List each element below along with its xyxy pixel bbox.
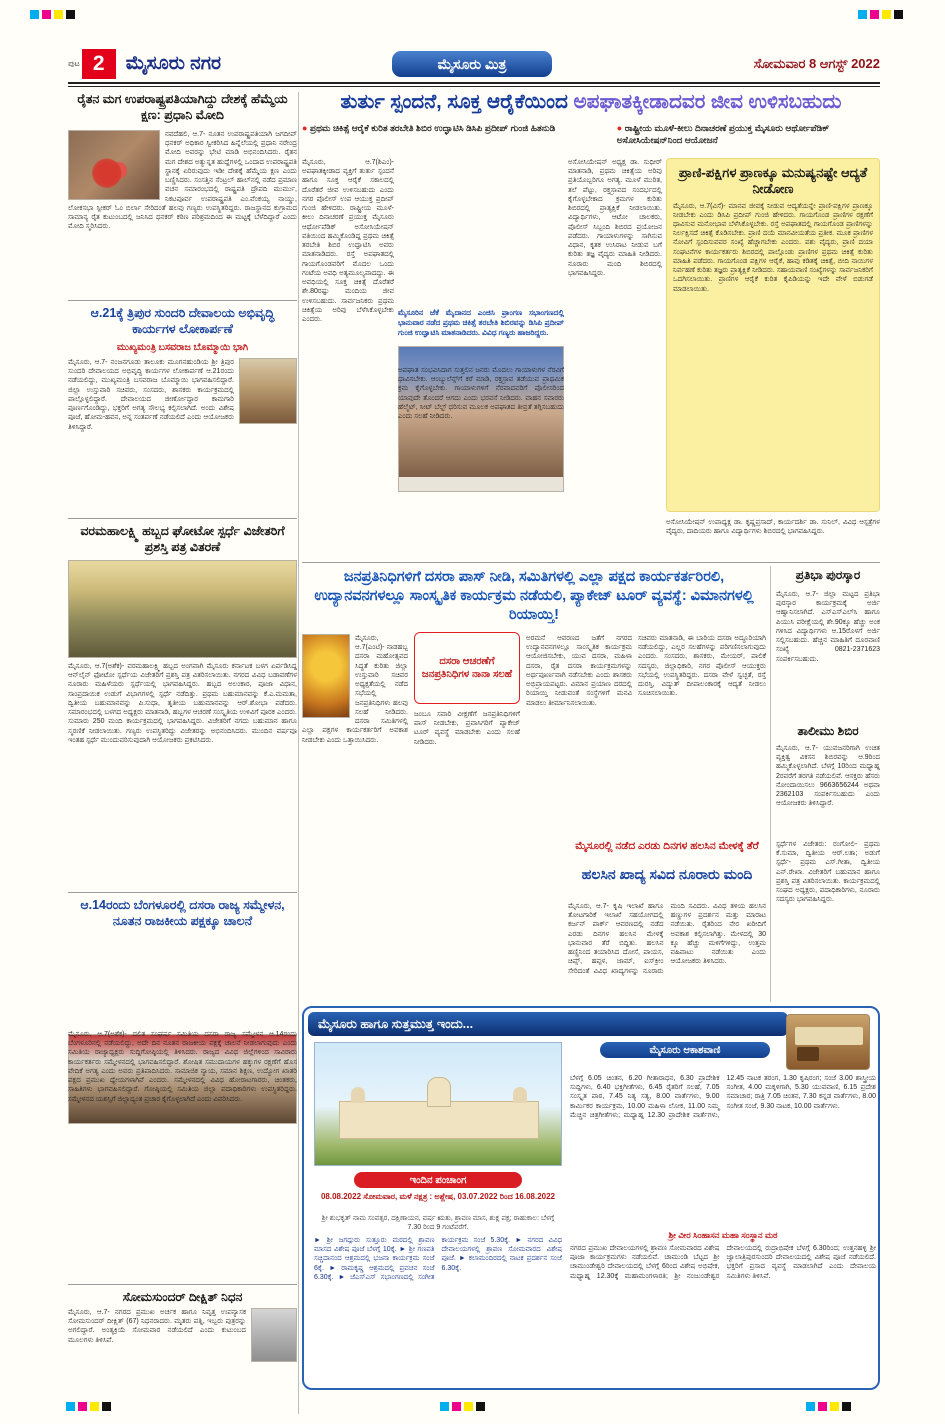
section-title: ಮೈಸೂರು ನಗರ xyxy=(125,53,222,74)
lead-subheads xyxy=(302,122,880,152)
article-temple-subhead: ಮುಖ್ಯಮಂತ್ರಿ ಬಸವರಾಜ ಬೊಮ್ಮಾಯಿ ಭಾಗಿ xyxy=(116,342,249,353)
edition-date: ಸೋಮವಾರ 8 ಆಗಸ್ಟ್ 2022 xyxy=(753,56,880,71)
divider xyxy=(68,518,297,519)
registration-marks-top-right xyxy=(858,10,903,19)
lead-headline xyxy=(302,90,880,120)
midband-col2: ಜಂಬೂ ಸವಾರಿ ವೀಕ್ಷಣೆಗೆ ಜನಪ್ರತಿನಿಧಿಗಳಿಗೆ ಪಾಸ್ ನೀಡಬೇಕು, ಪ್ರವಾಸಿಗರಿಗೆ ಪ್ಯಾಕೇಜ್ ಟೂರ್ ವ್ಯವಸ್ಥೆ ಮಾಡಬೇಕು ಎಂದು ಸಲಹೆ ನೀಡಿದರು. xyxy=(414,711,520,746)
palace-dome-right xyxy=(513,1087,527,1103)
cm-bommai-photo xyxy=(239,358,297,424)
palace-tower xyxy=(427,1077,451,1107)
column-rule-right xyxy=(770,566,771,1002)
yellow-article-headline: ಪ್ರಾಣಿ-ಪಕ್ಷಿಗಳ ಪ್ರಾಣಕ್ಕೂ ಮನುಷ್ಯನಷ್ಟೇ ಆದ್ಯತೆ ನೀಡೋಣ xyxy=(678,165,868,197)
article-photo-contest-headline: ವರಮಹಾಲಕ್ಷ್ಮಿ ಹಬ್ಬದ ಘೋಟೋ ಸ್ಪರ್ಧೆ ವಿಜೇತರಿಗೆ ಪ್ರಶಸ್ತಿ ಪತ್ರ ವಿತರಣೆ xyxy=(80,524,285,554)
divider xyxy=(68,1284,297,1285)
registration-marks-top-left xyxy=(30,10,75,19)
lead-bullet-1: ● ಪ್ರಥಮ ಚಿಕಿತ್ಸೆ ಆರೈಕೆ ಕುರಿತ ತರಬೇತಿ ಶಿಬಿರ ಉದ್ಘಾಟಿಸಿ ಡಿಸಿಪಿ ಪ್ರದೀಪ್ ಗುಂಜಿ ಹಿತನುಡಿ xyxy=(302,123,556,133)
yellow-highlight-article xyxy=(666,158,880,512)
lead-footer-text: ಅಸೋಸಿಯೇಷನ್ ಉಪಾಧ್ಯಕ್ಷ ಡಾ. ಕೃಷ್ಣಪ್ರಸಾದ್, ಕಾರ್ಯದರ್ಶಿ ಡಾ. ಸುನಿಲ್, ವಿವಿಧ ಆಸ್ಪತ್ರೆಗಳ ವೈದ್ಯರು, ದಾದಿಯರು ಹಾಗೂ ವಿದ್ಯಾರ್ಥಿಗಳು ಶಿಬಿರದಲ್ಲಿ ಭಾಗವಹಿಸಿದ್ದರು. xyxy=(666,519,880,536)
pratibha-headline: ಪ್ರತಿಭಾ ಪುರಸ್ಕಾರ xyxy=(795,568,861,582)
midband-red-box xyxy=(414,632,520,704)
obituary-portrait-photo xyxy=(251,1308,297,1362)
food-article-headline: ಹಲಸಿನ ಖಾದ್ಯ ಸವಿದ ನೂರಾರು ಮಂದಿ xyxy=(581,866,753,882)
midband-col4: ಸಚಿವರು ಮಾತನಾಡಿ, ಈ ಬಾರಿಯ ದಸರಾ ಅದ್ಧೂರಿಯಾಗಿ ನಡೆಯಲಿದ್ದು, ಎಲ್ಲರ ಸಲಹೆಗಳನ್ನು ಪರಿಗಣಿಸಲಾಗುವುದು ಎಂದರು. ಸಂಸದರು, ಶಾಸಕರು, ಮೇಯರ್, ಪಾಲಿಕೆ ಸದಸ್ಯರು, ಜಿಲ್ಲಾಧಿಕಾರಿ, ನಗರ ಪೊಲೀಸ್ ಆಯುಕ್ತರು ಸಭೆಯಲ್ಲಿ ಉಪಸ್ಥಿತರಿದ್ದರು. ದಸರಾ ವೇಳೆ ಸ್ವಚ್ಛತೆ, ರಸ್ತೆ ದುರಸ್ತಿ, ವಿದ್ಯುತ್ ದೀಪಾಲಂಕಾರಕ್ಕೆ ಆದ್ಯತೆ ನೀಡಲು ಸೂಚಿಸಲಾಯಿತು. xyxy=(638,635,766,698)
obituary-headline: ಸೋಮಸುಂದರ್ ದೀಕ್ಷಿತ್ ನಿಧನ xyxy=(122,1290,243,1304)
lead-headline-part1: ತುರ್ತು ಸ್ಪಂದನೆ, ಸೂಕ್ತ ಆರೈಕೆಯಿಂದ xyxy=(340,91,574,113)
article-modi-headline: ರೈತನ ಮಗ ಉಪರಾಷ್ಟ್ರಪತಿಯಾಗಿದ್ದು ದೇಶಕ್ಕೆ ಹೆಮ್ಮೆಯ ಕ್ಷಣ: ಪ್ರಧಾನಿ ಮೋದಿ xyxy=(77,92,288,122)
divider xyxy=(68,892,297,893)
lead-bullet-2: ● ರಾಷ್ಟ್ರೀಯ ಮೂಳೆ-ಕೀಲು ದಿನಾಚರಣೆ ಪ್ರಯುಕ್ತ ಮೈಸೂರು ಆರ್ಥೋಪೆಡಿಕ್ ಅಸೋಸಿಯೇಷನ್‌ನಿಂದ ಆಯೋಜನೆ xyxy=(616,123,830,146)
panchanga-details: ಶ್ರೀ ಶುಭಕೃತ್ ನಾಮ ಸಂವತ್ಸರ, ದಕ್ಷಿಣಾಯನ, ವರ್ಷ ಋತು, ಶ್ರಾವಣ ಮಾಸ, ಶುಕ್ಲ ಪಕ್ಷ; ರಾಹುಕಾಲ: ಬೆಳಗ್ಗೆ 7.30 ರಿಂದ 9 ಗಂಟೆವರೆಗೆ. xyxy=(321,1215,555,1232)
temple-subhead: ಶ್ರೀ ವೀರ ಸಿಂಹಾಸನ ಮಹಾ ಸಂಸ್ಥಾನ ಮಠ xyxy=(668,1230,778,1240)
lead-body-col2: ಅಪಘಾತ ಸಂಭವಿಸಿದಾಗ ಸುತ್ತಲಿನ ಜನರು ಮೊದಲು ಗಾಯಾಳುಗಳ ನೆರವಿಗೆ ಧಾವಿಸಬೇಕು. ಆಂಬ್ಯುಲೆನ್ಸ್‌ಗೆ ಕರೆ ಮಾಡಿ, ರಕ್ತಸ್ರಾವ ತಡೆಯುವ ಪ್ರಾಥಮಿಕ ಕ್ರಮ ಕೈಗೊಳ್ಳಬೇಕು. ಗಾಯಾಳುಗಳಿಗೆ ನೆರವಾದವರಿಗೆ ಪೊಲೀಸರಿಂದ ಯಾವುದೇ ತೊಂದರೆ ಆಗದು ಎಂದು ಭರವಸೆ ನೀಡಿದರು. ವಾಹನ ಸವಾರರು ಹೆಲ್ಮೆಟ್, ಸೀಟ್ ಬೆಲ್ಟ್ ಧರಿಸುವ ಮೂಲಕ ಅಪಘಾತದ ತೀವ್ರತೆ ತಗ್ಗಿಸಬಹುದು ಎಂದು ಸಲಹೆ ನೀಡಿದರು. xyxy=(398,367,564,421)
lead-headline-part2: ಅಪಘಾತಕ್ಕೀಡಾದವರ ಜೀವ ಉಳಿಸಬಹುದು xyxy=(573,91,842,113)
article-photo-contest-body: ಮೈಸೂರು, ಆ.7(ಅಶೆಕ)- ವರಮಹಾಲಕ್ಷ್ಮಿ ಹಬ್ಬದ ಅಂಗವಾಗಿ ಮೈಸೂರು ಕರ್ನಾಟಕ ಬಳಗ ಏರ್ಪಡಿಸಿದ್ದ ಆನ್‌ಲೈನ್ ಫೋಟೋ ಸ್ಪರ್ಧೆಯ ವಿಜೇತರಿಗೆ ಪ್ರಶಸ್ತಿ ಪತ್ರ ವಿತರಿಸಲಾಯಿತು. ನಗರದ ವಿವಿಧ ಬಡಾವಣೆಗಳ ನೂರಾರು ಮಹಿಳೆಯರು ಸ್ಪರ್ಧೆಯಲ್ಲಿ ಭಾಗವಹಿಸಿದ್ದರು. ಹಬ್ಬದ ಅಲಂಕಾರ, ಪೂಜಾ ವಿಧಾನ, ಸಾಂಪ್ರದಾಯಿಕ ಉಡುಗೆ ವಿಭಾಗಗಳಲ್ಲಿ ಸ್ಪರ್ಧೆ ನಡೆದಿತ್ತು. ಪ್ರಥಮ ಬಹುಮಾನವನ್ನು ಕೆ.ಎ.ಮಮತಾ, ದ್ವಿತೀಯ ಬಹುಮಾನವನ್ನು ಪಿ.ಸುಧಾ, ತೃತೀಯ ಬಹುಮಾನವನ್ನು ಆರ್.ಶೋಭಾ ಪಡೆದರು. ಸಮಾರಂಭದಲ್ಲಿ ಬಳಗದ ಅಧ್ಯಕ್ಷರು ಮಾತನಾಡಿ, ಹಬ್ಬಗಳ ಆಚರಣೆ ಸಂಸ್ಕೃತಿಯ ಉಳಿವಿಗೆ ಪೂರಕ ಎಂದರು. ಸುಮಾರು 250 ಮಂದಿ ಕಾರ್ಯಕ್ರಮದಲ್ಲಿ ಭಾಗವಹಿಸಿದ್ದರು. ವಿಜೇತರಿಗೆ ನಗದು ಬಹುಮಾನ ಹಾಗೂ ಸ್ಮರಣಿಕೆ ನೀಡಲಾಯಿತು. ಗಣ್ಯರು ಉಪಸ್ಥಿತರಿದ್ದು ವಿಜೇತರನ್ನು ಅಭಿನಂದಿಸಿದರು. ಮುಂದಿನ ವರ್ಷವೂ ಇಂತಹ ಸ್ಪರ್ಧೆ ಮುಂದುವರಿಸುವುದಾಗಿ ಆಯೋಜಕರು ಪ್ರಕಟಿಸಿದರು. xyxy=(68,663,297,744)
shibira-headline: ತಾಲೀಮು ಶಿಬಿರ xyxy=(797,724,859,738)
akashvani-schedule: ಬೆಳಗ್ಗೆ 6.05 ಚಿಂತನ, 6.20 ಗೀತಾರಾಧನ, 6.30 ಪ್ರಾದೇಶಿಕ ಸುದ್ದಿಗಳು, 6.40 ಭಕ್ತಿಗೀತೆಗಳು, 6.45 ರೈತರಿಗೆ ಸಲಹೆ, 7.05 ಸಂಸ್ಕೃತ ಪಾಠ, 7.45 ನಿತ್ಯ ಸತ್ಯ, 8.00 ವಾರ್ತೆಗಳು, 9.00 ಕಾರ್ಮಿಕರ ಕಾರ್ಯಕ್ರಮ, 10.00 ಮಹಿಳಾ ಲೋಕ, 11.00 ನಿಮ್ಮ ಮೆಚ್ಚಿನ ಚಿತ್ರಗೀತೆಗಳು; ಮಧ್ಯಾಹ್ನ 12.30 ಪ್ರಾದೇಶಿಕ ವಾರ್ತೆಗಳು, 12.45 ನಾಟಕ ತರಂಗ, 1.30 ಕೃಷಿರಂಗ; ಸಂಜೆ 3.00 ಶಾಸ್ತ್ರೀಯ ಸಂಗೀತ, 4.00 ಮಕ್ಕಳಿಗಾಗಿ, 5.30 ಯುವವಾಣಿ, 6.15 ಪ್ರದೇಶ ಸಮಾಚಾರ; ರಾತ್ರಿ 7.05 ಚಿಂತನ, 7.30 ಕನ್ನಡ ವಾರ್ತೆಗಳು, 8.00 ಸಂಗೀತ ಸಂಜೆ, 9.30 ನಾಟಕ, 10.00 ವಾರ್ತೆಗಳು. xyxy=(570,1075,876,1119)
today-info-box xyxy=(302,1006,880,1390)
food-article-subhead: ಮೈಸೂರಲ್ಲಿ ನಡೆದ ಎರಡು ದಿನಗಳ ಹಲಸಿನ ಮೇಳಕ್ಕೆ ತೆರೆ xyxy=(575,840,759,852)
palace-dome-left xyxy=(351,1087,365,1103)
midband-headline: ಜನಪ್ರತಿನಿಧಿಗಳಿಗೆ ದಸರಾ ಪಾಸ್ ನೀಡಿ, ಸಮಿತಿಗಳಲ್ಲಿ ಎಲ್ಲಾ ಪಕ್ಷದ ಕಾರ್ಯಕರ್ತರಿರಲಿ, ಉದ್ಯಾನವನಗಳಲ್ಲೂ ಸಾಂಸ್ಕೃತಿಕ ಕಾರ್ಯಕ್ರಮ ನಡೆಯಲಿ, ಪ್ಯಾಕೇಜ್ ಟೂರ್ ವ್ಯವಸ್ಥೆ: ವಿಮಾನಗಳಲ್ಲಿ ರಿಯಾಯ್ತಿ! xyxy=(314,569,754,624)
radio-speaker xyxy=(797,1047,819,1061)
header-rule-thick xyxy=(68,82,880,84)
registration-marks-bottom-center xyxy=(440,1402,485,1411)
panchanga-title: ಇಂದಿನ ಪಂಚಾಂಗ xyxy=(354,1172,522,1188)
registration-marks-bottom-right xyxy=(806,1402,851,1411)
radio-photo xyxy=(786,1014,870,1070)
page-label: ಪುಟ xyxy=(68,59,80,68)
article-temple-headline: ಆ.21ಕ್ಕೆ ತ್ರಿಪುರ ಸುಂದರಿ ದೇವಾಲಯ ಅಭಿವೃದ್ಧಿ ಕಾರ್ಯಗಳ ಲೋಕಾರ್ಪಣೆ xyxy=(90,306,275,336)
food-article-body: ಮೈಸೂರು, ಆ.7- ಕೃಷಿ ಇಲಾಖೆ ಹಾಗೂ ತೋಟಗಾರಿಕೆ ಇಲಾಖೆ ಸಹಯೋಗದಲ್ಲಿ ಕರ್ಜನ್ ಪಾರ್ಕ್ ಆವರಣದಲ್ಲಿ ನಡೆದ ಎರಡು ದಿನಗಳ ಹಲಸಿನ ಮೇಳಕ್ಕೆ ಭಾನುವಾರ ತೆರೆ ಬಿದ್ದಿತು. ಹಲಸಿನ ಹಣ್ಣಿನಿಂದ ತಯಾರಿಸಿದ ದೋಸೆ, ಪಾಯಸ, ಚಿಪ್ಸ್, ಹಪ್ಪಳ, ಜಾಮ್, ಐಸ್‌ಕ್ರೀಂ ಸೇರಿದಂತೆ ವಿವಿಧ ಖಾದ್ಯಗಳನ್ನು ನೂರಾರು ಮಂದಿ ಸವಿದರು. ವಿವಿಧ ತಳಿಯ ಹಲಸಿನ ಹಣ್ಣುಗಳ ಪ್ರದರ್ಶನ ಮತ್ತು ಮಾರಾಟ ನಡೆಯಿತು. ರೈತರಿಂದ ನೇರ ಖರೀದಿಗೆ ಅವಕಾಶ ಕಲ್ಪಿಸಲಾಗಿತ್ತು. ಮೇಳದಲ್ಲಿ 30 ಕ್ಕೂ ಹೆಚ್ಚು ಮಳಿಗೆಗಳಿದ್ದು, ಉತ್ತಮ ವಹಿವಾಟು ನಡೆಯಿತು ಎಂದು ಆಯೋಜಕರು ತಿಳಿಸಿದರು. xyxy=(568,903,766,975)
bullet-icon: ● xyxy=(302,123,310,133)
registration-marks-bottom-left xyxy=(66,1402,111,1411)
divider xyxy=(302,562,880,563)
contest-group-photo xyxy=(68,560,297,658)
shibira-body: ಮೈಸೂರು, ಆ.7- ಯುವಜನರಿಗಾಗಿ ಉಚಿತ ವ್ಯಕ್ತಿತ್ವ ವಿಕಸನ ಶಿಬಿರವನ್ನು ಆ.9ರಿಂದ ಹಮ್ಮಿಕೊಳ್ಳಲಾಗಿದೆ. ಬೆಳಗ್ಗೆ 10ರಿಂದ ಮಧ್ಯಾಹ್ನ 2ರವರೆಗೆ ತರಗತಿ ನಡೆಯಲಿವೆ. ಆಸಕ್ತರು ಹೆಸರು ನೋಂದಾಯಿಸಲು 9663656244 ಅಥವಾ 2362103 ಸಂಪರ್ಕಿಸಬಹುದು ಎಂದು ಆಯೋಜಕರು ತಿಳಿಸಿದ್ದಾರೆ. xyxy=(776,745,880,808)
modi-dhankhar-photo xyxy=(68,130,160,200)
lead-body-col3: ಅಸೋಸಿಯೇಷನ್ ಅಧ್ಯಕ್ಷ ಡಾ. ಸುಧೀರ್ ಮಾತನಾಡಿ, ಪ್ರಥಮ ಚಿಕಿತ್ಸೆಯ ಅರಿವು ಪ್ರತಿಯೊಬ್ಬರಿಗೂ ಅಗತ್ಯ. ಮೂಳೆ ಮುರಿತ, ತಲೆ ಪೆಟ್ಟು, ರಕ್ತಸ್ರಾವದ ಸಂದರ್ಭದಲ್ಲಿ ಕೈಗೊಳ್ಳಬೇಕಾದ ಕ್ರಮಗಳ ಕುರಿತು ಶಿಬಿರದಲ್ಲಿ ಪ್ರಾತ್ಯಕ್ಷಿಕೆ ನೀಡಲಾಯಿತು. ವಿದ್ಯಾರ್ಥಿಗಳು, ಆಟೋ ಚಾಲಕರು, ಪೊಲೀಸ್ ಸಿಬ್ಬಂದಿ ಶಿಬಿರದ ಪ್ರಯೋಜನ ಪಡೆದರು. ಗಾಯಾಳುಗಳನ್ನು ಸಾಗಿಸುವ ವಿಧಾನ, ಕೃತಕ ಉಸಿರಾಟ ನೀಡುವ ಬಗೆ ಕುರಿತು ತಜ್ಞ ವೈದ್ಯರು ಮಾಹಿತಿ ನೀಡಿದರು. ನೂರಾರು ಮಂದಿ ಶಿಬಿರದಲ್ಲಿ ಭಾಗವಹಿಸಿದ್ದರು. xyxy=(568,159,662,277)
lead-photo-caption: ಮೈಸೂರಿನ ಜೆಕೆ ಮೈದಾನದ ಎಂಜಿಸಿ ಪ್ರಾಂಗಣ ಸಭಾಂಗಣದಲ್ಲಿ ಭಾನುವಾರ ನಡೆದ ಪ್ರಥಮ ಚಿಕಿತ್ಸೆ ತರಬೇತಿ ಶಿಬಿರವನ್ನು ಡಿಸಿಪಿ ಪ್ರದೀಪ್ ಗುಂಜಿ ಉದ್ಘಾಟಿಸಿ ಮಾತನಾಡಿದರು. ವಿವಿಧ ಗಣ್ಯರು ಹಾಜರಿದ್ದರು. xyxy=(398,308,564,337)
pratibha-body: ಮೈಸೂರು, ಆ.7- ಜಿಲ್ಲಾ ಮಟ್ಟದ ಪ್ರತಿಭಾ ಪುರಸ್ಕಾರ ಕಾರ್ಯಕ್ರಮಕ್ಕೆ ಅರ್ಜಿ ಆಹ್ವಾನಿಸಲಾಗಿದೆ. ಎಸ್‌ಎಸ್‌ಎಲ್‌ಸಿ ಹಾಗೂ ಪಿಯುಸಿ ಪರೀಕ್ಷೆಯಲ್ಲಿ ಶೇ.90ಕ್ಕೂ ಹೆಚ್ಚು ಅಂಕ ಗಳಿಸಿದ ವಿದ್ಯಾರ್ಥಿಗಳು ಆ.15ರೊಳಗೆ ಅರ್ಜಿ ಸಲ್ಲಿಸಬಹುದು. ಹೆಚ್ಚಿನ ಮಾಹಿತಿಗೆ ದೂರವಾಣಿ ಸಂಖ್ಯೆ 0821-2371623 ಸಂಪರ್ಕಿಸಬಹುದು. xyxy=(776,591,880,663)
midband-col1: ಮೈಸೂರು, ಆ.7(ಎಂಟಿ)- ನಾಡಹಬ್ಬ ದಸರಾ ಮಹೋತ್ಸವದ ಸಿದ್ಧತೆ ಕುರಿತು ಜಿಲ್ಲಾ ಉಸ್ತುವಾರಿ ಸಚಿವರ ಅಧ್ಯಕ್ಷತೆಯಲ್ಲಿ ನಡೆದ ಸಭೆಯಲ್ಲಿ ಜನಪ್ರತಿನಿಧಿಗಳು ಹಲವು ಸಲಹೆ ನೀಡಿದರು. ದಸರಾ ಸಮಿತಿಗಳಲ್ಲಿ ಎಲ್ಲಾ ಪಕ್ಷಗಳ ಕಾರ್ಯಕರ್ತರಿಗೆ ಅವಕಾಶ ನೀಡಬೇಕು ಎಂದು ಒತ್ತಾಯಿಸಿದರು. xyxy=(302,635,408,744)
divider xyxy=(68,300,297,301)
lead-body-col1: ಮೈಸೂರು, ಆ.7(ಶಿಎಂ)- ಅಪಘಾತಕ್ಕೀಡಾದ ವ್ಯಕ್ತಿಗೆ ತುರ್ತು ಸ್ಪಂದನೆ ಹಾಗೂ ಸೂಕ್ತ ಆರೈಕೆ ಸಕಾಲದಲ್ಲಿ ದೊರೆತರೆ ಜೀವ ಉಳಿಸಬಹುದು ಎಂದು ನಗರ ಪೊಲೀಸ್ ಉಪ ಆಯುಕ್ತ ಪ್ರದೀಪ್ ಗುಂಜಿ ಹೇಳಿದರು. ರಾಷ್ಟ್ರೀಯ ಮೂಳೆ-ಕೀಲು ದಿನಾಚರಣೆ ಪ್ರಯುಕ್ತ ಮೈಸೂರು ಆರ್ಥೋಪೆಡಿಕ್ ಅಸೋಸಿಯೇಷನ್ ವತಿಯಿಂದ ಹಮ್ಮಿಕೊಂಡಿದ್ದ ಪ್ರಥಮ ಚಿಕಿತ್ಸೆ ತರಬೇತಿ ಶಿಬಿರ ಉದ್ಘಾಟಿಸಿ ಅವರು ಮಾತನಾಡಿದರು. ರಸ್ತೆ ಅಪಘಾತದಲ್ಲಿ ಗಾಯಗೊಂಡವರಿಗೆ ಮೊದಲ ಒಂದು ಗಂಟೆಯ ಅವಧಿ ಅತ್ಯಮೂಲ್ಯವಾದದ್ದು. ಈ ಅವಧಿಯಲ್ಲಿ ಸೂಕ್ತ ಚಿಕಿತ್ಸೆ ದೊರೆತರೆ ಶೇ.80ರಷ್ಟು ಮಂದಿಯ ಜೀವ ಉಳಿಸಬಹುದು. ಸಾರ್ವಜನಿಕರು ಪ್ರಥಮ ಚಿಕಿತ್ಸೆಯ ಅರಿವು ಬೆಳೆಸಿಕೊಳ್ಳಬೇಕು ಎಂದರು. xyxy=(302,159,394,323)
temple-schedule: ನಗರದ ಪ್ರಮುಖ ದೇವಾಲಯಗಳಲ್ಲಿ ಶ್ರಾವಣ ಸೋಮವಾರದ ವಿಶೇಷ ಪೂಜಾ ಕಾರ್ಯಕ್ರಮಗಳು ನಡೆಯಲಿವೆ. ಚಾಮುಂಡಿ ಬೆಟ್ಟದ ಶ್ರೀ ಚಾಮುಂಡೇಶ್ವರಿ ದೇವಾಲಯದಲ್ಲಿ ಬೆಳಗ್ಗೆ 6ರಿಂದ ವಿಶೇಷ ಅಭಿಷೇಕ, ಮಧ್ಯಾಹ್ನ 12.30ಕ್ಕೆ ಮಹಾಮಂಗಳಾರತಿ; ಶ್ರೀ ನಂಜುಂಡೇಶ್ವರ ದೇವಾಲಯದಲ್ಲಿ ರುದ್ರಾಭಿಷೇಕ ಬೆಳಗ್ಗೆ 6.30ರಿಂದ; ಉತ್ತನಹಳ್ಳಿ ಶ್ರೀ ಜ್ವಾಲಾತ್ರಿಪುರಸುಂದರಿ ದೇವಾಲಯದಲ್ಲಿ ವಿಶೇಷ ಪೂಜೆ ನಡೆಯಲಿದೆ. ಭಕ್ತರಿಗೆ ಪ್ರಸಾದ ವ್ಯವಸ್ಥೆ ಮಾಡಲಾಗಿದೆ ಎಂದು ದೇವಾಲಯ ಸಮಿತಿಗಳು ತಿಳಿಸಿವೆ. xyxy=(570,1245,876,1280)
deity-photo xyxy=(302,634,350,718)
column-rule-left xyxy=(298,92,299,1414)
article-dasara-convention-headline: ಆ.14ರಂದು ಬೆಂಗಳೂರಲ್ಲಿ ದಸರಾ ರಾಜ್ಯ ಸಮ್ಮೇಳನ, ನೂತನ ರಾಜಕೀಯ ಪಕ್ಷಕ್ಕೂ ಚಾಲನೆ xyxy=(80,898,285,928)
masthead: ಮೈಸೂರು ಮಿತ್ರ xyxy=(392,51,552,77)
events-list: ► ಶ್ರೀ ಜಗದ್ಗುರು ಸುತ್ತೂರು ಮಠದಲ್ಲಿ ಶ್ರಾವಣ ಮಾಸದ ವಿಶೇಷ ಪೂಜೆ ಬೆಳಗ್ಗೆ 10ಕ್ಕೆ. ► ಶ್ರೀ ಗಣಪತಿ ಸಚ್ಚಿದಾನಂದ ಆಶ್ರಮದಲ್ಲಿ ಭಜನಾ ಕಾರ್ಯಕ್ರಮ ಸಂಜೆ 6ಕ್ಕೆ. ► ರಾಮಕೃಷ್ಣ ಆಶ್ರಮದಲ್ಲಿ ಪ್ರವಚನ ಸಂಜೆ 6.30ಕ್ಕೆ. ► ಜೆಎಸ್‌ಎಸ್ ಸಭಾಂಗಣದಲ್ಲಿ ಸಂಗೀತ ಕಾರ್ಯಕ್ರಮ ಸಂಜೆ 5.30ಕ್ಕೆ. ► ನಗರದ ವಿವಿಧ ದೇವಾಲಯಗಳಲ್ಲಿ ಶ್ರಾವಣ ಸೋಮವಾರದ ವಿಶೇಷ ಪೂಜೆ. ► ಕಲಾಮಂದಿರದಲ್ಲಿ ನಾಟಕ ಪ್ರದರ್ಶನ ಸಂಜೆ 6.30ಕ್ಕೆ. xyxy=(314,1237,562,1281)
header-rule-thin xyxy=(68,86,880,87)
info-box-title-bar: ಮೈಸೂರು ಹಾಗೂ ಸುತ್ತಮುತ್ತ ಇಂದು... xyxy=(308,1012,788,1036)
radio-dial xyxy=(795,1027,863,1045)
article-temple-body: ಮೈಸೂರು, ಆ.7- ನಂಜನಗೂಡು ತಾಲೂಕು ಮೂಗನಹುಂಡಿಯ ಶ್ರೀ ತ್ರಿಪುರ ಸುಂದರಿ ದೇವಾಲಯದ ಅಭಿವೃದ್ಧಿ ಕಾರ್ಯಗಳ ಲೋಕಾರ್ಪಣೆ ಆ.21ರಂದು ನಡೆಯಲಿದ್ದು, ಮುಖ್ಯಮಂತ್ರಿ ಬಸವರಾಜ ಬೊಮ್ಮಾಯಿ ಭಾಗವಹಿಸಲಿದ್ದಾರೆ. ಜಿಲ್ಲಾ ಉಸ್ತುವಾರಿ ಸಚಿವರು, ಸಂಸದರು, ಶಾಸಕರು ಕಾರ್ಯಕ್ರಮದಲ್ಲಿ ಪಾಲ್ಗೊಳ್ಳಲಿದ್ದಾರೆ. ದೇವಾಲಯದ ಜೀರ್ಣೋದ್ಧಾರ ಕಾಮಗಾರಿ ಪೂರ್ಣಗೊಂಡಿದ್ದು, ಭಕ್ತರಿಗೆ ಅಗತ್ಯ ಸೌಲಭ್ಯ ಕಲ್ಪಿಸಲಾಗಿದೆ. ಅಂದು ವಿಶೇಷ ಪೂಜೆ, ಹೋಮ-ಹವನ, ಅನ್ನ ಸಂತರ್ಪಣೆ ನಡೆಯಲಿದೆ ಎಂದು ಆಯೋಜಕರು ತಿಳಿಸಿದ್ದಾರೆ. xyxy=(68,358,297,516)
midband-col3: ಅರಮನೆ ಆವರಣದ ಜತೆಗೆ ನಗರದ ಉದ್ಯಾನವನಗಳಲ್ಲೂ ಸಾಂಸ್ಕೃತಿಕ ಕಾರ್ಯಕ್ರಮ ಆಯೋಜಿಸಬೇಕು, ಯುವ ದಸರಾ, ಮಹಿಳಾ ದಸರಾ, ರೈತ ದಸರಾ ಕಾರ್ಯಕ್ರಮಗಳನ್ನು ಅರ್ಥಪೂರ್ಣವಾಗಿ ನಡೆಸಬೇಕು ಎಂದು ಶಾಸಕರು ಅಭಿಪ್ರಾಯಪಟ್ಟರು. ವಿಮಾನ ಪ್ರಯಾಣ ದರದಲ್ಲಿ ರಿಯಾಯ್ತಿ ನೀಡುವಂತೆ ಸಂಸ್ಥೆಗಳಿಗೆ ಮನವಿ ಮಾಡಲು ತೀರ್ಮಾನಿಸಲಾಯಿತು. xyxy=(526,635,632,707)
red-box-title: ದಸರಾ ಆಚರಣೆಗೆ ಜನಪ್ರತಿನಿಧಿಗಳ ನಾನಾ ಸಲಹೆ xyxy=(421,656,513,680)
page-header xyxy=(68,48,880,80)
panchanga-dates: 08.08.2022 ಸೋಮವಾರ, ಮಳೆ ನಕ್ಷತ್ರ : ಅಶ್ಲೇಷ, 03.07.2022 ರಿಂದ 16.08.2022 xyxy=(320,1192,556,1201)
article-dasara-convention-body: ಮೈಸೂರು, ಆ.7(ಅಶೆಕ)- ದಲಿತ ಸಂಘರ್ಷ ಸಮಿತಿಯ ದಸರಾ ರಾಜ್ಯ ಸಮ್ಮೇಳನ ಆ.14ರಂದು ಬೆಂಗಳೂರಿನಲ್ಲಿ ನಡೆಯಲಿದ್ದು, ಅದೇ ದಿನ ನೂತನ ರಾಜಕೀಯ ಪಕ್ಷಕ್ಕೆ ಚಾಲನೆ ನೀಡಲಾಗುವುದು ಎಂದು ಸಮಿತಿಯ ರಾಜ್ಯಾಧ್ಯಕ್ಷರು ಸುದ್ದಿಗೋಷ್ಠಿಯಲ್ಲಿ ತಿಳಿಸಿದರು. ರಾಜ್ಯದ ವಿವಿಧ ಜಿಲ್ಲೆಗಳಿಂದ ಸಾವಿರಾರು ಕಾರ್ಯಕರ್ತರು ಸಮ್ಮೇಳನದಲ್ಲಿ ಭಾಗವಹಿಸಲಿದ್ದಾರೆ. ಶೋಷಿತ ಸಮುದಾಯಗಳ ಹಕ್ಕುಗಳ ರಕ್ಷಣೆಗೆ ಹೊಸ ವೇದಿಕೆ ಅಗತ್ಯ ಎಂದು ಅವರು ಪ್ರತಿಪಾದಿಸಿದರು. ಸಾಮಾಜಿಕ ನ್ಯಾಯ, ಸಮಾನ ಶಿಕ್ಷಣ, ಉದ್ಯೋಗ ಖಾತರಿ ಪಕ್ಷದ ಪ್ರಮುಖ ಧ್ಯೇಯಗಳಾಗಿವೆ ಎಂದರು. ಸಮ್ಮೇಳನದಲ್ಲಿ ವಿವಿಧ ಹೋರಾಟಗಾರರು, ಚಿಂತಕರು, ಸಾಹಿತಿಗಳು ಭಾಗವಹಿಸಲಿದ್ದಾರೆ. ಗೋಷ್ಠಿಯಲ್ಲಿ ಸಮಿತಿಯ ಜಿಲ್ಲಾ ಪದಾಧಿಕಾರಿಗಳು ಉಪಸ್ಥಿತರಿದ್ದರು. ಸಮ್ಮೇಳನದ ಯಶಸ್ಸಿಗೆ ಜಿಲ್ಲಾದ್ಯಂತ ಪ್ರಚಾರ ಕೈಗೊಳ್ಳಲಾಗಿದೆ ಎಂದು ವಿವರಿಸಿದರು. xyxy=(68,1031,297,1103)
mysore-palace-photo xyxy=(314,1042,562,1166)
akashvani-title: ಮೈಸೂರು ಆಕಾಶವಾಣಿ xyxy=(600,1042,770,1058)
yellow-article-body: ಮೈಸೂರು, ಆ.7(ವಿಸೆ)- ಮಾನವ ಜೀವಕ್ಕೆ ನೀಡುವ ಆದ್ಯತೆಯನ್ನೇ ಪ್ರಾಣಿ-ಪಕ್ಷಿಗಳ ಪ್ರಾಣಕ್ಕೂ ನೀಡಬೇಕು ಎಂದು ಡಿಸಿಪಿ ಪ್ರದೀಪ್ ಗುಂಜಿ ಹೇಳಿದರು. ಗಾಯಗೊಂಡ ಪ್ರಾಣಿಗಳ ರಕ್ಷಣೆಗೆ ಧಾವಿಸುವ ಮನೋಭಾವ ಬೆಳೆಸಿಕೊಳ್ಳಬೇಕು. ರಸ್ತೆ ಅಪಘಾತದಲ್ಲಿ ಗಾಯಗೊಂಡ ಪ್ರಾಣಿಗಳನ್ನು ನಿರ್ಲಕ್ಷಿಸದೆ ಚಿಕಿತ್ಸೆ ಕೊಡಿಸಬೇಕು. ಪ್ರಾಣಿ ದಯೆ ಮಾನವೀಯತೆಯ ಪ್ರತೀಕ. ಮೂಕ ಪ್ರಾಣಿಗಳ ನೋವಿಗೆ ಸ್ಪಂದಿಸುವವರ ಸಂಖ್ಯೆ ಹೆಚ್ಚಾಗಬೇಕು ಎಂದರು. ಪಶು ವೈದ್ಯರು, ಪ್ರಾಣಿ ದಯಾ ಸಂಘಟನೆಗಳ ಕಾರ್ಯಕರ್ತರು ಶಿಬಿರದಲ್ಲಿ ಪಾಲ್ಗೊಂಡು ಪ್ರಾಣಿಗಳ ಪ್ರಥಮ ಚಿಕಿತ್ಸೆ ಕುರಿತು ಮಾಹಿತಿ ಪಡೆದರು. ಗಾಯಗೊಂಡ ಪಕ್ಷಿಗಳ ಆರೈಕೆ, ಹಾವು ಕಡಿತಕ್ಕೆ ಚಿಕಿತ್ಸೆ, ಬೀದಿ ನಾಯಿಗಳ ನಿರ್ವಹಣೆ ಕುರಿತು ತಜ್ಞರು ಪ್ರಾತ್ಯಕ್ಷಿಕೆ ನೀಡಿದರು. ಸಹಾಯವಾಣಿ ಸಂಖ್ಯೆಗಳನ್ನು ಸಾರ್ವಜನಿಕರಿಗೆ ಒದಗಿಸಲಾಯಿತು. ಪ್ರಾಣಿಗಳ ಆರೈಕೆ ಕುರಿತ ಕೈಪಿಡಿಯನ್ನು ಇದೇ ವೇಳೆ ಬಿಡುಗಡೆ ಮಾಡಲಾಯಿತು. xyxy=(673,202,873,293)
obituary-body: ಮೈಸೂರು, ಆ.7- ನಗರದ ಪ್ರಮುಖ ಅರ್ಚಕ ಹಾಗೂ ನಿವೃತ್ತ ಉಪನ್ಯಾಸಕ ಸೋಮಸುಂದರ್ ದೀಕ್ಷಿತ್ (67) ನಿಧನರಾದರು. ಮೃತರು ಪತ್ನಿ, ಇಬ್ಬರು ಪುತ್ರರನ್ನು ಅಗಲಿದ್ದಾರೆ. ಅಂತ್ಯಕ್ರಿಯೆ ಸೋಮವಾರ ನಡೆಯಲಿದೆ ಎಂದು ಕುಟುಂಬದ ಮೂಲಗಳು ತಿಳಿಸಿವೆ. xyxy=(68,1308,297,1412)
right-column-continuation: ಸ್ಪರ್ಧೆಗಳ ವಿಜೇತರು: ರಂಗೋಲಿ- ಪ್ರಥಮ ಕೆ.ಸುಮಾ, ದ್ವಿತೀಯ ಆರ್.ಲತಾ; ಅಡುಗೆ ಸ್ಪರ್ಧೆ- ಪ್ರಥಮ ಎಸ್.ಗೀತಾ, ದ್ವಿತೀಯ ಎನ್.ರೇಖಾ. ವಿಜೇತರಿಗೆ ಬಹುಮಾನ ಹಾಗೂ ಪ್ರಶಸ್ತಿ ಪತ್ರ ವಿತರಿಸಲಾಯಿತು. ಕಾರ್ಯಕ್ರಮದಲ್ಲಿ ಸಂಘದ ಅಧ್ಯಕ್ಷರು, ಪದಾಧಿಕಾರಿಗಳು, ನೂರಾರು ಸದಸ್ಯರು ಭಾಗವಹಿಸಿದ್ದರು. xyxy=(776,841,880,904)
article-modi-body: ನವದೆಹಲಿ, ಆ.7- ನೂತನ ಉಪರಾಷ್ಟ್ರಪತಿಯಾಗಿ ಜಗದೀಪ್ ಧನಕರ್ ಅಧಿಕಾರ ಸ್ವೀಕರಿಸಿದ ಹಿನ್ನೆಲೆಯಲ್ಲಿ ಪ್ರಧಾನಿ ನರೇಂದ್ರ ಮೋದಿ ಅವರನ್ನು ಭೇಟಿ ಮಾಡಿ ಅಭಿನಂದಿಸಿದರು. ರೈತನ ಮಗ ದೇಶದ ಅತ್ಯುನ್ನತ ಹುದ್ದೆಗಳಲ್ಲಿ ಒಂದಾದ ಉಪರಾಷ್ಟ್ರಪತಿ ಸ್ಥಾನಕ್ಕೆ ಏರಿರುವುದು ಇಡೀ ದೇಶಕ್ಕೆ ಹೆಮ್ಮೆಯ ಕ್ಷಣ ಎಂದು ಬಣ್ಣಿಸಿದರು. ಸಂಸತ್ತಿನ ಸೆಂಟ್ರಲ್ ಹಾಲ್‌ನಲ್ಲಿ ನಡೆದ ಪ್ರಮಾಣ ವಚನ ಸಮಾರಂಭದಲ್ಲಿ ರಾಷ್ಟ್ರಪತಿ ದ್ರೌಪದಿ ಮುರ್ಮು, ನಿಕಟಪೂರ್ವ ಉಪರಾಷ್ಟ್ರಪತಿ ಎಂ.ವೆಂಕಯ್ಯ ನಾಯ್ಡು, ಲೋಕಸಭಾ ಸ್ಪೀಕರ್ ಓಂ ಬಿರ್ಲಾ ಸೇರಿದಂತೆ ಹಲವು ಗಣ್ಯರು ಉಪಸ್ಥಿತರಿದ್ದರು. ರಾಜಸ್ಥಾನದ ಕುಗ್ರಾಮದ ಸಾಮಾನ್ಯ ರೈತ ಕುಟುಂಬದಲ್ಲಿ ಜನಿಸಿದ ಧನಕರ್ ಕಠಿಣ ಪರಿಶ್ರಮದಿಂದ ಈ ಮಟ್ಟಕ್ಕೆ ಬೆಳೆದಿದ್ದಾರೆ ಎಂದು ಮೋದಿ ಸ್ಮರಿಸಿದರು. xyxy=(68,131,297,231)
bullet-icon: ● xyxy=(616,123,625,133)
page-number-box: 2 xyxy=(82,49,116,79)
